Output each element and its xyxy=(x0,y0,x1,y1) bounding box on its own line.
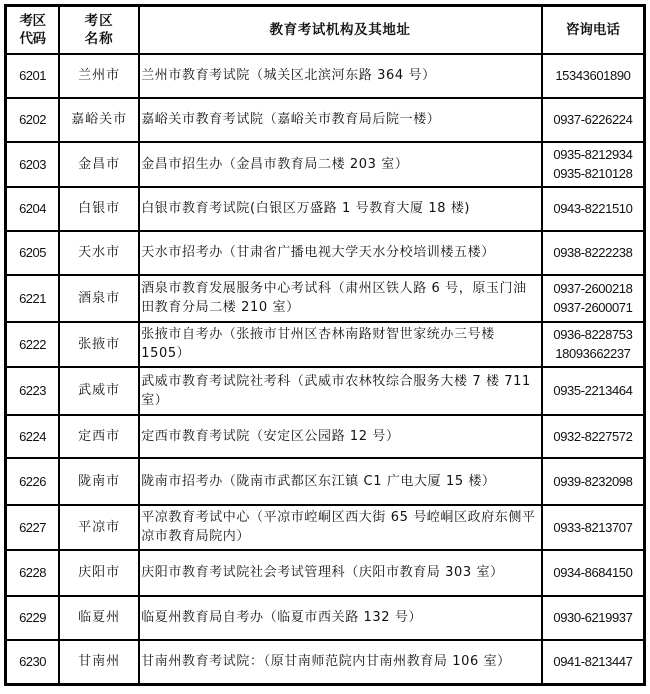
exam-area-code: 6226 xyxy=(6,458,60,505)
table-row xyxy=(6,458,645,505)
exam-area-name: 定西市 xyxy=(59,415,139,458)
header-institution-address: 教育考试机构及其地址 xyxy=(139,6,542,54)
exam-area-code: 6205 xyxy=(6,231,60,275)
phone-cell xyxy=(542,54,645,98)
exam-area-code: 6221 xyxy=(6,275,60,322)
phone-number: 0938-8222238 xyxy=(553,245,633,260)
header-phone: 咨询电话 xyxy=(542,6,645,54)
phone-number: 0935-2213464 xyxy=(553,383,633,398)
institution-address: 白银市教育考试院(白银区万盛路 1 号教育大厦 18 楼) xyxy=(139,187,542,231)
phone-number: 0941-8213447 xyxy=(553,654,633,670)
table-row xyxy=(6,98,645,142)
phone-cell xyxy=(542,367,645,415)
exam-area-name: 平凉市 xyxy=(59,505,139,550)
institution-address: 临夏州教育局自考办（临夏市西关路 132 号） xyxy=(139,596,542,640)
exam-area-code: 6222 xyxy=(6,322,60,367)
exam-area-code: 6202 xyxy=(6,98,60,142)
institution-address: 陇南市招考办（陇南市武都区东江镇 C1 广电大厦 15 楼） xyxy=(139,458,542,505)
exam-area-code: 6223 xyxy=(6,367,60,415)
exam-area-name: 庆阳市 xyxy=(59,550,139,596)
phone-cell xyxy=(542,187,645,231)
phone-number: 15343601890 xyxy=(555,68,631,83)
institution-address: 武威市教育考试院社考科（武威市农林牧综合服务大楼 7 楼 711 室） xyxy=(139,367,542,415)
header-exam-area-name xyxy=(59,6,139,54)
phone-cell xyxy=(542,596,645,640)
phone-number: 0936-8228753 xyxy=(553,327,633,342)
phone-number: 0937-6226224 xyxy=(553,112,633,127)
exam-area-code: 6230 xyxy=(6,640,60,685)
phone-cell xyxy=(542,98,645,142)
exam-area-name: 武威市 xyxy=(59,367,139,415)
phone-number: 0930-6219937 xyxy=(553,610,633,625)
institution-address: 张掖市自考办（张掖市甘州区杏林南路财智世家统办三号楼 1505） xyxy=(139,322,542,367)
exam-area-name: 陇南市 xyxy=(59,458,139,505)
phone-number: 0937-2600218 xyxy=(553,281,633,296)
table-row xyxy=(6,367,645,415)
exam-office-contact-table xyxy=(4,4,646,686)
phone-cell xyxy=(542,142,645,187)
exam-area-code: 6203 xyxy=(6,142,60,187)
institution-address: 嘉峪关市教育考试院（嘉峪关市教育局后院一楼） xyxy=(139,98,542,142)
phone-cell xyxy=(542,275,645,322)
exam-area-code: 6228 xyxy=(6,550,60,596)
phone-number: 18093662237 xyxy=(555,346,631,361)
header-name-line2: 名称 xyxy=(84,30,114,47)
exam-area-name: 嘉峪关市 xyxy=(59,98,139,142)
exam-area-code: 6229 xyxy=(6,596,60,640)
header-code-line1: 考区 xyxy=(19,12,46,29)
table-row xyxy=(6,187,645,231)
phone-cell xyxy=(542,550,645,596)
table-row xyxy=(6,550,645,596)
phone-number: 0934-8684150 xyxy=(553,565,633,580)
institution-address: 庆阳市教育考试院社会考试管理科（庆阳市教育局 303 室） xyxy=(139,550,542,596)
table-row xyxy=(6,415,645,458)
table-row xyxy=(6,322,645,367)
institution-address: 平凉教育考试中心（平凉市崆峒区西大街 65 号崆峒区政府东侧平凉市教育局院内） xyxy=(139,505,542,550)
exam-area-code: 6227 xyxy=(6,505,60,550)
phone-cell xyxy=(542,322,645,367)
exam-area-name: 兰州市 xyxy=(59,54,139,98)
phone-cell xyxy=(542,415,645,458)
phone-number: 0935-8210128 xyxy=(553,166,633,181)
exam-area-code: 6224 xyxy=(6,415,60,458)
exam-area-name: 张掖市 xyxy=(59,322,139,367)
phone-number: 0935-8212934 xyxy=(553,147,633,162)
table-header-row xyxy=(6,6,645,54)
header-name-line1: 考区 xyxy=(84,12,114,29)
phone-number: 0932-8227572 xyxy=(553,428,633,444)
institution-address: 甘南州教育考试院：（原甘南师范院内甘南州教育局 106 室） xyxy=(139,640,542,685)
table-row xyxy=(6,142,645,187)
header-code-line2: 代码 xyxy=(19,30,46,47)
exam-area-code: 6201 xyxy=(6,54,60,98)
exam-area-name: 酒泉市 xyxy=(59,275,139,322)
exam-area-name: 天水市 xyxy=(59,231,139,275)
exam-area-name: 白银市 xyxy=(59,187,139,231)
table-row xyxy=(6,596,645,640)
institution-address: 天水市招考办（甘肃省广播电视大学天水分校培训楼五楼） xyxy=(139,231,542,275)
phone-number: 0937-2600071 xyxy=(553,300,633,315)
phone-number: 0933-8213707 xyxy=(553,519,633,535)
table-row xyxy=(6,231,645,275)
header-exam-area-code xyxy=(6,6,60,54)
exam-area-name: 临夏州 xyxy=(59,596,139,640)
exam-area-code: 6204 xyxy=(6,187,60,231)
phone-number: 0939-8232098 xyxy=(553,473,633,489)
table-row xyxy=(6,54,645,98)
institution-address: 酒泉市教育发展服务中心考试科（肃州区铁人路 6 号，原玉门油田教育分局二楼 210 室） xyxy=(139,275,542,322)
institution-address: 金昌市招生办（金昌市教育局二楼 203 室） xyxy=(139,142,542,187)
phone-number: 0943-8221510 xyxy=(553,201,633,216)
institution-address: 兰州市教育考试院（城关区北滨河东路 364 号） xyxy=(139,54,542,98)
phone-cell xyxy=(542,458,645,505)
table-row xyxy=(6,275,645,322)
phone-cell xyxy=(542,231,645,275)
table-row xyxy=(6,505,645,550)
phone-cell xyxy=(542,640,645,685)
institution-address: 定西市教育考试院（安定区公园路 12 号） xyxy=(139,415,542,458)
exam-area-name: 甘南州 xyxy=(59,640,139,685)
table-row xyxy=(6,640,645,685)
exam-area-name: 金昌市 xyxy=(59,142,139,187)
phone-cell xyxy=(542,505,645,550)
